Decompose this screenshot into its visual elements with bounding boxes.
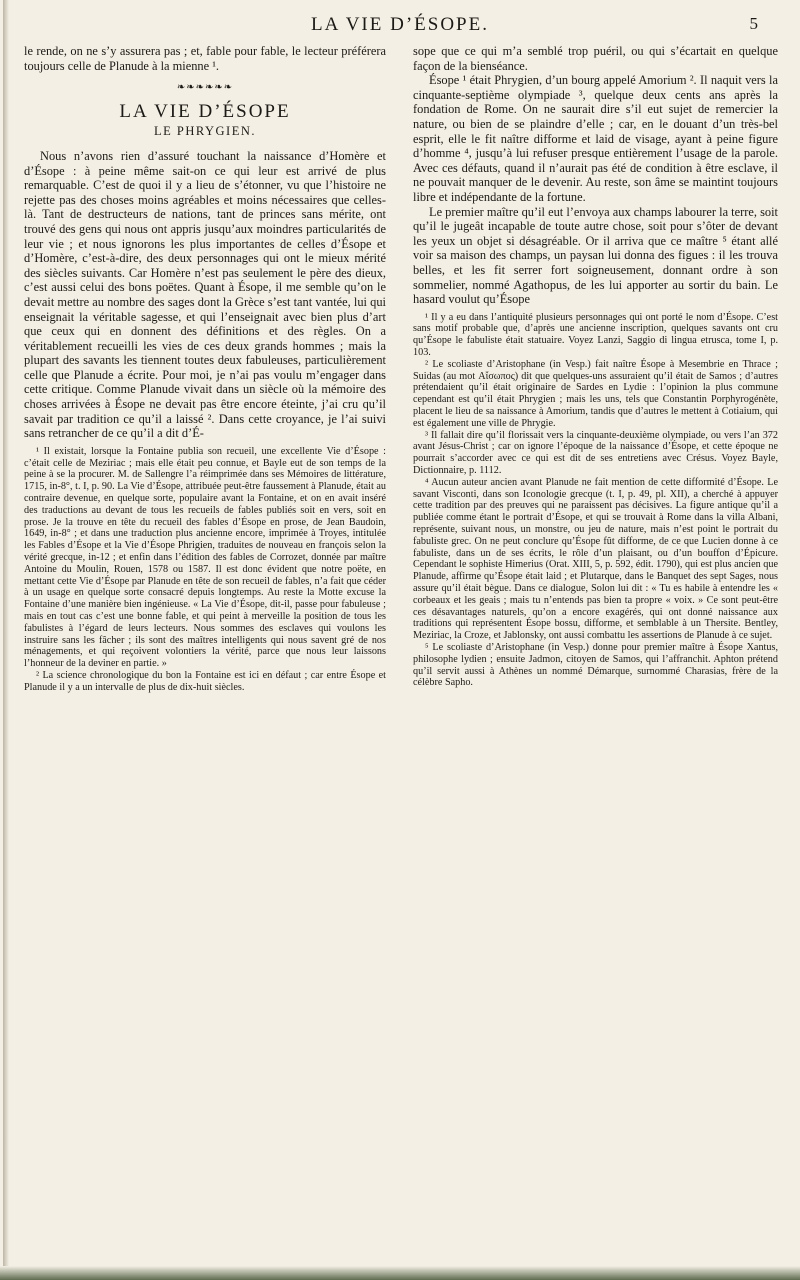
- footnote: ⁴ Aucun auteur ancien avant Planude ne fait mention de cette difformité d’Ésope. Le savant Visconti, dans son Iconologie grecque (t. I, p. 49, pl. XII), a cherché à appuyer cette tradition par des preuves qui ne paraissent pas décisives. La figure antique qu’il a publiée comme étant le portrait d’Ésope, et qui se trouvait à Rome dans la villa Albani, représente, suivant nous, un monstre, ou jeu de nature, mais n’est point le portrait du fabuliste grec. On ne peut conclure qu’Ésope fût difforme, de ce que Lucien donne à ce fabuliste, dans un de ses écrits, le rôle d’un plaisant, ou d’un bouffon d’Épicure. Cependant le sophiste Himerius (Orat. XIII, 5, p. 592, édit. 1790), qui est plus ancien que Planude, affirme qu’Ésope était laid ; et Plutarque, dans le Banquet des sept Sages, nous assure qu’il était bègue. Dans ce dialogue, Solon lui dit : « Tu es habile à entendre les « corbeaux et les geais ; mais tu n’entends pas bien ta propre « voix. » Ce sont peut-être ces désavantages naturels, qu’on a encore exagérés, qui ont donné naissance aux traditions qui représentent Ésope bossu, difforme, et semblable à un Thersite. Bentley, Meziriac, la Croze, et Jablonsky, ont aussi combattu les assertions de Planude à ce sujet.: [413, 476, 778, 642]
- body-paragraph: Nous n’avons rien d’assuré touchant la naissance d’Homère et d’Ésope : à peine même sait-on ce qui leur est arrivé de plus remarquable. C’est de quoi il y a lieu de s’étonner, vu que l’histoire ne rejette pas des choses moins agréables et moins nécessaires que celles-là. Tant de destructeurs de nations, tant de princes sans mérite, ont trouvé des gens qui nous ont appris jusqu’aux moindres particularités de leur vie ; et nous ignorons les plus importantes de celles d’Ésope et d’Homère, c’est-à-dire, des deux personnages qui ont le mieux mérité des siècles suivants. Car Homère n’est pas seulement le père des dieux, c’est aussi celui des bons poëtes. Quant à Ésope, il me semble qu’on le devait mettre au nombre des sages dont la Grèce s’est tant vantée, lui qui enseignait la véritable sagesse, et qui l’enseignait avec bien plus d’art que ceux qui en donnent des définitions et des règles. On a véritablement recueilli les vies de ces deux grands hommes ; mais la plupart des savants les tiennent toutes deux fabuleuses, particulièrement celle que Planude a écrite. Pour moi, je n’ai pas voulu m’engager dans cette critique. Comme Planude vivait dans un siècle où la mémoire des choses arrivées à Ésope ne devait pas être encore éteinte, j’ai cru qu’il savait par tradition ce qu’il a laissé ². Dans cette croyance, je l’ai suivi sans retrancher de ce qu’il a dit d’É-: [24, 148, 386, 441]
- page-bottom-edge: [0, 1266, 800, 1280]
- running-head: [0, 14, 800, 40]
- body-paragraph: Ésope ¹ était Phrygien, d’un bourg appelé Amorium ². Il naquit vers la cinquante-septième olympiade ³, quelque deux cents ans après la fondation de Rome. On ne saurait dire s’il eut sujet de remercier la nature, ou bien de se plaindre d’elle ; car, en le douant d’un très-bel esprit, elle le fit naître difforme et laid de visage, ayant à peine figure d’homme ⁴, jusqu’à lui refuser presque entièrement l’usage de la parole. Avec ces défauts, quand il n’aurait pas été de condition à être esclave, il ne pouvait manquer de le devenir. Au reste, son âme se maintint toujours libre et indépendante de la fortune.: [413, 73, 778, 204]
- running-title: LA VIE D’ÉSOPE.: [311, 14, 489, 35]
- ornament-divider: ❧❧❧❧❧❧: [176, 82, 234, 94]
- intro-paragraph: le rende, on ne s’y assurera pas ; et, fable pour fable, le lecteur préférera toujours celle de Planude à la mienne ¹.: [24, 44, 386, 73]
- right-column: [413, 44, 778, 689]
- page-number: 5: [749, 14, 758, 33]
- page-gutter-shadow: [3, 0, 9, 1280]
- footnote: ³ Il fallait dire qu’il florissait vers la cinquante-deuxième olympiade, ou vers l’an 372 avant Jésus-Christ ; car on ignore l’époque de la naissance d’Ésope, et cette époque ne pourrait s’accorder avec ce qui est dit de ses entretiens avec Crésus. Voyez Bayle, Dictionnaire, p. 1112.: [413, 429, 778, 477]
- section-subtitle: LE PHRYGIEN.: [153, 124, 257, 139]
- body-paragraph: sope que ce qui m’a semblé trop puéril, ou qui s’écartait en quelque façon de la bienséance.: [413, 44, 778, 73]
- section-title: LA VIE D’ÉSOPE: [119, 100, 291, 122]
- footnote: ² La science chronologique du bon la Fontaine est ici en défaut ; car entre Ésope et Planude il y a un intervalle de plus de dix-huit siècles.: [24, 669, 386, 693]
- left-column: [24, 44, 386, 694]
- body-paragraph: Le premier maître qu’il eut l’envoya aux champs labourer la terre, soit qu’il le jugeât incapable de toute autre chose, soit pour s’ôter de devant les yeux un objet si désagréable. Or il arriva que ce maître ⁵ étant allé voir sa maison des champs, un paysan lui donna des figues : il les trouva belles, et les fit serrer fort soigneusement, donnant ordre à son sommelier, nommé Agathopus, de les lui apporter au sortir du bain. Le hasard voulut qu’Ésope: [413, 204, 778, 307]
- footnote: ² Le scoliaste d’Aristophane (in Vesp.) fait naître Ésope à Mesembrie en Thrace ; Suidas (au mot Αἴσωπος) dit que quelques-uns assuraient qu’il était de Samos ; d’autres prétendaient qu’il était originaire de Sardes en Lydie : l’opinion la plus commune cependant est qu’il était Phrygien ; mais les uns, tels que Constantin Porphyrogénète, placent le lieu de sa naissance à Amorium, tandis que d’autres le mettent à Cotiaium, qui est également une ville de Phrygie.: [413, 358, 778, 429]
- footnote: ¹ Il existait, lorsque la Fontaine publia son recueil, une excellente Vie d’Ésope : c’était celle de Meziriac ; mais elle était peu connue, et Bayle eut de son temps de la peine à se la procurer. M. de Sallengre l’a réimprimée dans ses Mémoires de littérature, 1715, in-8°, t. I, p. 90. La Vie d’Ésope, attribuée peut-être faussement à Planude, était au contraire devenue, en quelque sorte, populaire avant la Fontaine, et on en avait inséré des traductions au devant de tous les recueils de fables publiés soit en vers, soit en prose. Je la trouve en tête du recueil des fables d’Ésope en prose, de Jean Baudoin, 1649, in-8° ; et dans une traduction plus ancienne encore, imprimée à Troyes, intitulée les Fables d’Ésope et la Vie d’Ésope Phrigien, traduites de nouveau en françois selon la vérité grecque, in-12 ; et enfin dans l’édition des fables de Corrozet, donnée par maître Antoine du Moulin, Rouen, 1578 ou 1587. Il est donc évident que notre poëte, en mettant cette Vie d’Ésope par Planude en tête de son recueil de fables, n’a fait que céder à un usage en quelque sorte consacré depuis longtemps. Au reste la Motte excuse la Fontaine d’une manière bien ingénieuse. « La Vie d’Ésope, dit-il, passe pour fabuleuse ; mais en tout cas c’est une bonne fable, et qui peint à merveille la position de tous les fabulistes à l’égard de leurs lecteurs. Nous sommes des esclaves qui voulons les instruire sans les fâcher ; ils sont des maîtres intelligents qui nous savent gré de nos ménagements, et qui reçoivent volontiers la vérité, parce que nous leur laissons l’honneur de la deviner en partie. »: [24, 445, 386, 670]
- footnote: ⁵ Le scoliaste d’Aristophane (in Vesp.) donne pour premier maître à Ésope Xantus, philosophe lydien ; ensuite Jadmon, citoyen de Samos, qui l’affranchit. Aphton prétend qu’il servit aussi à Athènes un nommé Démarque, surnommé Charasias, frère de la célèbre Sapho.: [413, 642, 778, 689]
- footnote: ¹ Il y a eu dans l’antiquité plusieurs personnages qui ont porté le nom d’Ésope. C’est sans motif probable que, d’après une ancienne inscription, quelques savants ont cru qu’Ésope le fabuliste était statuaire. Voyez Lanzi, Saggio di lingua etrusca, tome I, p. 103.: [413, 311, 778, 359]
